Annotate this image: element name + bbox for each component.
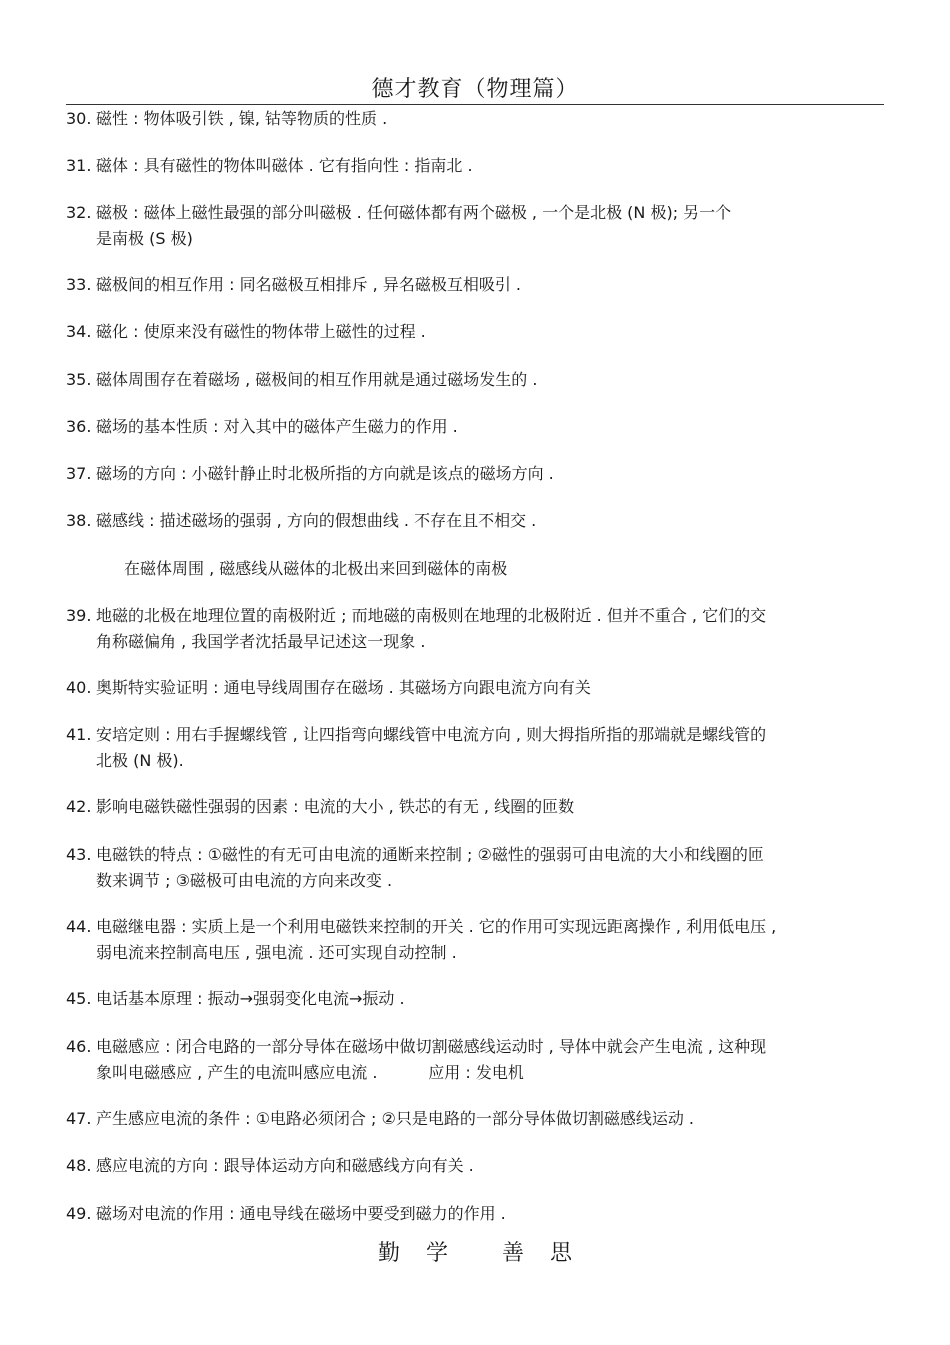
item-text-continued: 角称磁偏角 , 我国学者沈括最早记述这一现象 . bbox=[96, 632, 426, 651]
item-number: 35. bbox=[66, 370, 92, 389]
list-item bbox=[66, 1201, 886, 1227]
page-footer-motto bbox=[0, 1236, 950, 1267]
item-number: 37. bbox=[66, 464, 92, 483]
list-item bbox=[66, 1106, 886, 1132]
footer-char: 善 bbox=[502, 1241, 525, 1266]
list-item bbox=[66, 1153, 886, 1179]
list-item bbox=[66, 200, 886, 252]
list-item bbox=[66, 106, 886, 132]
item-number: 42. bbox=[66, 797, 92, 816]
item-number: 32. bbox=[66, 203, 92, 222]
item-text: 磁极间的相互作用 : 同名磁极互相排斥 , 异名磁极互相吸引 . bbox=[96, 275, 521, 294]
footer-char: 勤 bbox=[377, 1241, 400, 1266]
item-text: 磁场的方向 : 小磁针静止时北极所指的方向就是该点的磁场方向 . bbox=[96, 464, 554, 483]
footer-char: 思 bbox=[550, 1241, 573, 1266]
item-text: 电话基本原理 : 振动→强弱变化电流→振动 . bbox=[96, 989, 405, 1008]
item-text: 磁性 : 物体吸引铁 , 镍, 钴等物质的性质 . bbox=[96, 109, 388, 128]
item-number: 34. bbox=[66, 322, 92, 341]
list-item bbox=[66, 914, 886, 966]
list-item bbox=[66, 794, 886, 820]
item-text: 磁体 : 具有磁性的物体叫磁体 . 它有指向性 : 指南北 . bbox=[96, 156, 473, 175]
item-text: 磁感线 : 描述磁场的强弱 , 方向的假想曲线 . 不存在且不相交 . bbox=[96, 511, 537, 530]
item-text: 地磁的北极在地理位置的南极附近 ; 而地磁的南极则在地理的北极附近 . 但并不重合 , 它们的交 bbox=[96, 606, 767, 625]
item-number: 41. bbox=[66, 725, 92, 744]
item-number: 39. bbox=[66, 606, 92, 625]
list-item bbox=[66, 153, 886, 179]
item-number: 36. bbox=[66, 417, 92, 436]
item-number: 45. bbox=[66, 989, 92, 1008]
item-text: 影响电磁铁磁性强弱的因素 : 电流的大小 , 铁芯的有无 , 线圈的匝数 bbox=[96, 797, 575, 816]
item-number: 38. bbox=[66, 511, 92, 530]
item-number: 47. bbox=[66, 1109, 92, 1128]
item-text: 电磁继电器 : 实质上是一个利用电磁铁来控制的开关 . 它的作用可实现远距离操作 , 利用低电压 , bbox=[96, 917, 777, 936]
item-number: 43. bbox=[66, 845, 92, 864]
list-item bbox=[66, 722, 886, 774]
item-text-continued: 弱电流来控制高电压 , 强电流 . 还可实现自动控制 . bbox=[96, 943, 457, 962]
item-number: 44. bbox=[66, 917, 92, 936]
item-text: 磁场的基本性质 : 对入其中的磁体产生磁力的作用 . bbox=[96, 417, 458, 436]
header-rule bbox=[66, 104, 884, 105]
item-number: 48. bbox=[66, 1156, 92, 1175]
item-text-continued: 象叫电磁感应 , 产生的电流叫感应电流 . 应用 : 发电机 bbox=[96, 1063, 524, 1082]
item-number: 30. bbox=[66, 109, 92, 128]
item-text: 磁体周围存在着磁场 , 磁极间的相互作用就是通过磁场发生的 . bbox=[96, 370, 538, 389]
item-text-continued: 是南极 (S 极) bbox=[96, 229, 193, 248]
item-text: 磁化 : 使原来没有磁性的物体带上磁性的过程 . bbox=[96, 322, 426, 341]
item-text: 产生感应电流的条件 : ①电路必须闭合 ; ②只是电路的一部分导体做切割磁感线运动 . bbox=[96, 1109, 694, 1128]
list-item bbox=[66, 675, 886, 701]
list-item bbox=[66, 272, 886, 298]
item-text: 电磁感应 : 闭合电路的一部分导体在磁场中做切割磁感线运动时 , 导体中就会产生电流 , 这种现 bbox=[96, 1037, 767, 1056]
item-number: 40. bbox=[66, 678, 92, 697]
item-number: 33. bbox=[66, 275, 92, 294]
item-text-continued: 北极 (N 极). bbox=[96, 751, 184, 770]
item-note: 在磁体周围 , 磁感线从磁体的北极出来回到磁体的南极 bbox=[124, 559, 508, 578]
footer-char: 学 bbox=[425, 1241, 448, 1266]
item-text: 电磁铁的特点 : ①磁性的有无可由电流的通断来控制 ; ②磁性的强弱可由电流的大小和线圈的匝 bbox=[96, 845, 764, 864]
item-number: 46. bbox=[66, 1037, 92, 1056]
item-text: 奥斯特实验证明 : 通电导线周围存在磁场 . 其磁场方向跟电流方向有关 bbox=[96, 678, 591, 697]
list-item bbox=[66, 319, 886, 345]
item-number: 49. bbox=[66, 1204, 92, 1223]
list-item bbox=[66, 414, 886, 440]
list-item bbox=[66, 603, 886, 655]
list-item bbox=[66, 986, 886, 1012]
item-text: 磁极 : 磁体上磁性最强的部分叫磁极 . 任何磁体都有两个磁极 , 一个是北极 (N 极); 另一个 bbox=[96, 203, 732, 222]
list-item bbox=[66, 842, 886, 894]
list-item bbox=[66, 508, 886, 534]
item-text-continued: 数来调节 ; ③磁极可由电流的方向来改变 . bbox=[96, 871, 393, 890]
item-text: 磁场对电流的作用 : 通电导线在磁场中要受到磁力的作用 . bbox=[96, 1204, 506, 1223]
list-item bbox=[66, 1034, 886, 1086]
page-title: 德才教育（物理篇） bbox=[371, 77, 579, 102]
item-text: 感应电流的方向 : 跟导体运动方向和磁感线方向有关 . bbox=[96, 1156, 474, 1175]
list-item bbox=[66, 367, 886, 393]
item-text: 安培定则 : 用右手握螺线管 , 让四指弯向螺线管中电流方向 , 则大拇指所指的那端就是螺线管的 bbox=[96, 725, 767, 744]
item-number: 31. bbox=[66, 156, 92, 175]
list-item bbox=[66, 461, 886, 487]
